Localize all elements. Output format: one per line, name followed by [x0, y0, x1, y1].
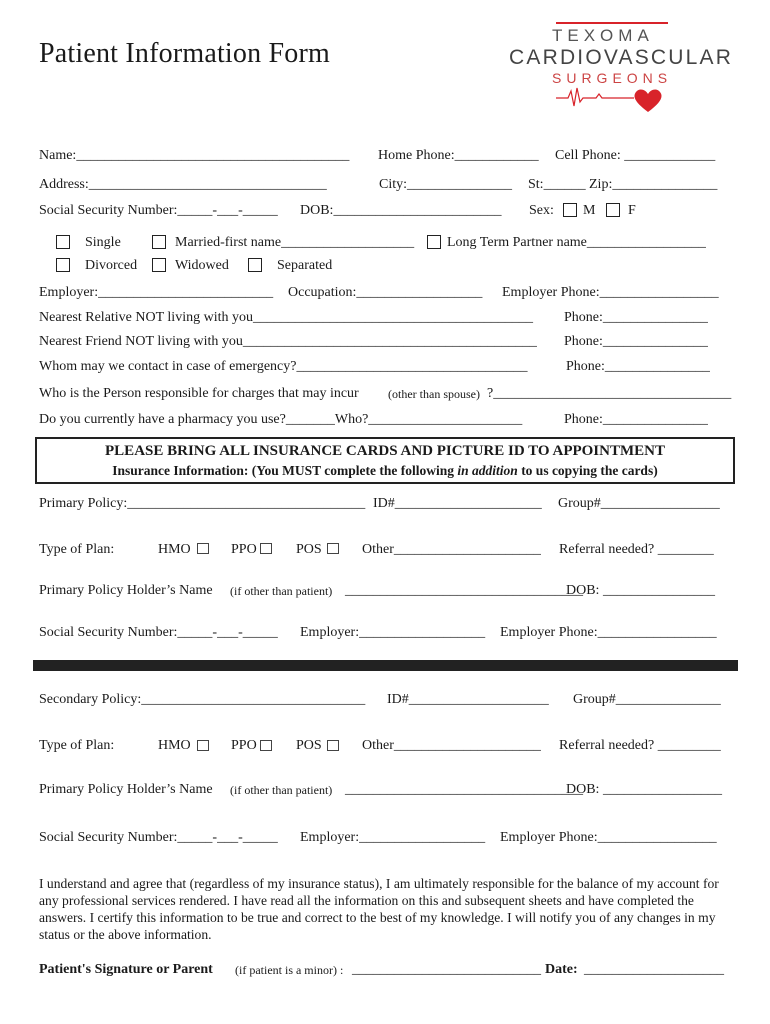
secondary-employer-field[interactable]: Employer:__________________ [300, 830, 486, 845]
logo-text-texoma: TEXOMA [552, 26, 654, 45]
partner-checkbox[interactable] [427, 235, 441, 249]
signature-label: Patient's Signature or Parent [39, 962, 213, 977]
married-field[interactable]: Married-first name___________________ [175, 235, 415, 250]
primary-group-field[interactable]: Group#_________________ [558, 496, 720, 511]
nearest-friend-field[interactable]: Nearest Friend NOT living with you__________________________________________ [39, 334, 537, 349]
secondary-other-field[interactable]: Other_____________________ [362, 738, 541, 753]
insurance-notice-subheading: Insurance Information: (You MUST complete the following in addition to us copying the cards) [112, 463, 658, 478]
married-checkbox[interactable] [152, 235, 166, 249]
secondary-hmo-checkbox[interactable] [197, 740, 209, 751]
secondary-ppo-checkbox[interactable] [260, 740, 272, 751]
relative-phone-field[interactable]: Phone:_______________ [564, 310, 708, 325]
sex-male-label: M [583, 203, 596, 218]
separated-checkbox[interactable] [248, 258, 262, 272]
signature-field[interactable]: ___________________________ [352, 962, 541, 977]
widowed-checkbox[interactable] [152, 258, 166, 272]
ssn-field[interactable]: Social Security Number:_____-___-_____ [39, 203, 278, 218]
primary-ssn-field[interactable]: Social Security Number:_____-___-_____ [39, 625, 278, 640]
secondary-id-field[interactable]: ID#____________________ [387, 692, 549, 707]
responsible-person-label: Who is the Person responsible for charges that may incur [39, 386, 359, 401]
insurance-notice-heading: PLEASE BRING ALL INSURANCE CARDS AND PICTURE ID TO APPOINTMENT [105, 443, 665, 459]
nearest-relative-field[interactable]: Nearest Relative NOT living with you________________________________________ [39, 310, 533, 325]
primary-holder-label: Primary Policy Holder’s Name [39, 583, 213, 598]
secondary-ssn-field[interactable]: Social Security Number:_____-___-_____ [39, 830, 278, 845]
primary-plan-type-label: Type of Plan: [39, 542, 115, 557]
secondary-holder-dob-field[interactable]: DOB: _________________ [566, 782, 722, 797]
secondary-employer-phone-field[interactable]: Employer Phone:_________________ [500, 830, 717, 845]
single-label: Single [85, 235, 121, 250]
primary-holder-field[interactable]: __________________________________ [345, 583, 583, 598]
secondary-referral-field[interactable]: Referral needed? _________ [559, 738, 721, 753]
sex-male-checkbox[interactable] [563, 203, 577, 217]
employer-field[interactable]: Employer:_________________________ [39, 285, 274, 300]
sex-female-label: F [628, 203, 636, 218]
cell-phone-field[interactable]: Cell Phone: _____________ [555, 148, 716, 163]
primary-pos-label: POS [296, 542, 322, 557]
secondary-holder-note: (if other than patient) [230, 783, 333, 797]
primary-employer-phone-field[interactable]: Employer Phone:_________________ [500, 625, 717, 640]
zip-field[interactable]: Zip:_______________ [589, 177, 718, 192]
single-checkbox[interactable] [56, 235, 70, 249]
sex-female-checkbox[interactable] [606, 203, 620, 217]
sex-label: Sex: [529, 203, 554, 218]
partner-field[interactable]: Long Term Partner name_________________ [447, 235, 706, 250]
secondary-holder-label: Primary Policy Holder’s Name [39, 782, 213, 797]
heartbeat-heart-icon [556, 86, 671, 114]
secondary-group-field[interactable]: Group#_______________ [573, 692, 721, 707]
secondary-pos-label: POS [296, 738, 322, 753]
secondary-hmo-label: HMO [158, 738, 191, 753]
responsible-person-note: (other than spouse) [388, 387, 480, 401]
home-phone-field[interactable]: Home Phone:____________ [378, 148, 539, 163]
widowed-label: Widowed [175, 258, 229, 273]
friend-phone-field[interactable]: Phone:_______________ [564, 334, 708, 349]
name-field[interactable]: Name:_______________________________________ [39, 148, 350, 163]
primary-hmo-label: HMO [158, 542, 191, 557]
secondary-policy-field[interactable]: Secondary Policy:________________________________ [39, 692, 366, 707]
primary-holder-dob-field[interactable]: DOB: ________________ [566, 583, 715, 598]
date-label: Date: [545, 962, 578, 977]
employer-phone-field[interactable]: Employer Phone:_________________ [502, 285, 719, 300]
page-title: Patient Information Form [39, 38, 330, 69]
pharmacy-phone-field[interactable]: Phone:_______________ [564, 412, 708, 427]
primary-employer-field[interactable]: Employer:__________________ [300, 625, 486, 640]
emergency-phone-field[interactable]: Phone:_______________ [566, 359, 710, 374]
dob-field[interactable]: DOB:________________________ [300, 203, 502, 218]
agreement-paragraph: I understand and agree that (regardless of my insurance status), I am ultimately responsible for the balance of my account for any professional services rendered. I have read all the information on this and subsequent sheets and have completed the answers. I certify this information to be true and correct to the best of my knowledge. I will notify you of any changes in my status or the above information. [39, 876, 719, 942]
address-field[interactable]: Address:__________________________________ [39, 177, 327, 192]
primary-holder-note: (if other than patient) [230, 584, 333, 598]
occupation-field[interactable]: Occupation:__________________ [288, 285, 483, 300]
logo-accent-line [556, 22, 668, 24]
date-field[interactable]: ____________________ [584, 962, 724, 977]
state-field[interactable]: St:______ [528, 177, 586, 192]
primary-ppo-checkbox[interactable] [260, 543, 272, 554]
secondary-ppo-label: PPO [231, 738, 257, 753]
primary-pos-checkbox[interactable] [327, 543, 339, 554]
insurance-notice-box [35, 437, 735, 484]
section-divider [33, 660, 738, 671]
logo-text-surgeons: SURGEONS [552, 70, 673, 86]
emergency-contact-field[interactable]: Whom may we contact in case of emergency?_________________________________ [39, 359, 528, 374]
primary-referral-field[interactable]: Referral needed? ________ [559, 542, 714, 557]
primary-ppo-label: PPO [231, 542, 257, 557]
secondary-holder-field[interactable]: __________________________________ [345, 782, 583, 797]
signature-note: (if patient is a minor) : [235, 963, 344, 977]
responsible-person-field[interactable]: ?__________________________________ [487, 386, 732, 401]
primary-hmo-checkbox[interactable] [197, 543, 209, 554]
primary-id-field[interactable]: ID#_____________________ [373, 496, 542, 511]
secondary-pos-checkbox[interactable] [327, 740, 339, 751]
pharmacy-field[interactable]: Do you currently have a pharmacy you use?_______Who?______________________ [39, 412, 523, 427]
primary-policy-field[interactable]: Primary Policy:__________________________________ [39, 496, 366, 511]
divorced-checkbox[interactable] [56, 258, 70, 272]
logo-text-cardiovascular: CARDIOVASCULAR [509, 46, 734, 69]
divorced-label: Divorced [85, 258, 138, 273]
primary-other-field[interactable]: Other_____________________ [362, 542, 541, 557]
city-field[interactable]: City:_______________ [379, 177, 513, 192]
separated-label: Separated [277, 258, 333, 273]
secondary-plan-type-label: Type of Plan: [39, 738, 115, 753]
